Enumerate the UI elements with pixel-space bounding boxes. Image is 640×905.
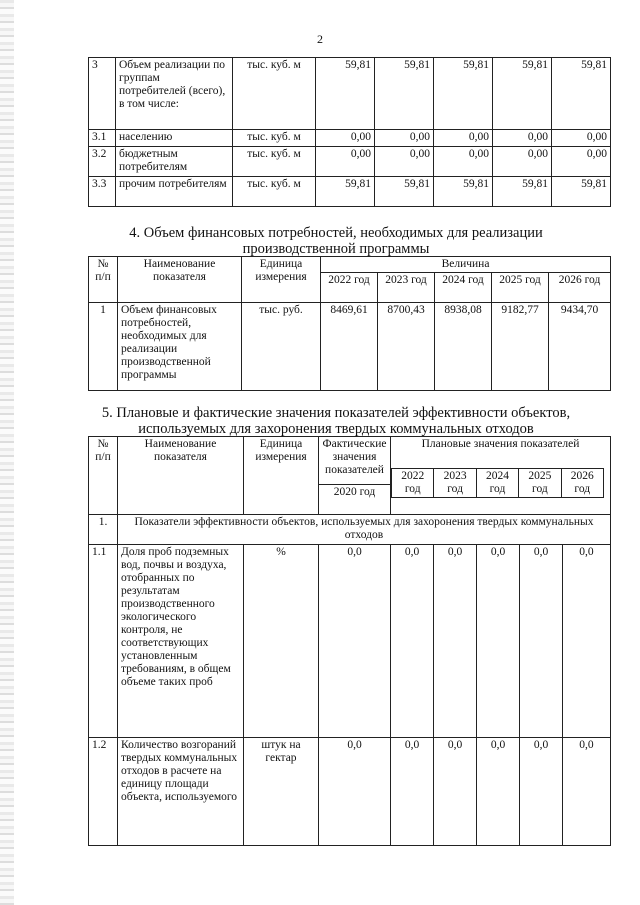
- row-name: Объем реализации по группам потребителей (всего), в том числе:: [116, 58, 233, 130]
- row-num: 3.2: [89, 147, 116, 177]
- section5-title-line1: 5. Плановые и фактические значения показателей эффективности объектов,: [101, 405, 571, 421]
- row-value: 59,81: [493, 177, 552, 207]
- header-year: 2022 год: [321, 273, 378, 303]
- header-planned: Плановые значения показателей: [421, 438, 580, 450]
- header-year: 2023 год: [378, 273, 435, 303]
- table-row: [89, 147, 611, 177]
- row-num: 1.1: [89, 545, 118, 738]
- row-unit: тыс. куб. м: [233, 58, 316, 130]
- row-num: 1.2: [89, 738, 118, 846]
- row-value: 0,00: [552, 130, 611, 147]
- header-num: № п/п: [89, 437, 118, 515]
- header-planned-block: [391, 437, 611, 515]
- row-value: 59,81: [316, 58, 375, 130]
- row-name: Количество возгораний твердых коммунальных отходов в расчете на единицу площади объекта, используемого: [118, 738, 244, 846]
- row-name: Объем финансовых потребностей, необходимых для реализации производственной программы: [118, 303, 242, 391]
- row-value: 0,0: [391, 738, 434, 846]
- row-value: 0,00: [552, 147, 611, 177]
- row-value: 8938,08: [435, 303, 492, 391]
- row-value: 59,81: [316, 177, 375, 207]
- table-header-row: [89, 257, 611, 273]
- row-value: 0,0: [391, 545, 434, 738]
- row-unit: штук на гектар: [244, 738, 319, 846]
- header-year: 2026 год: [561, 469, 603, 498]
- row-unit: тыс. куб. м: [233, 130, 316, 147]
- header-year: 2026 год: [549, 273, 611, 303]
- row-value: 59,81: [434, 177, 493, 207]
- table-row: [89, 303, 611, 391]
- row-value: 59,81: [375, 177, 434, 207]
- table-financial-needs: [88, 256, 611, 391]
- scan-edge: [0, 0, 14, 905]
- section4-title: [60, 225, 612, 257]
- header-year: 2022 год: [392, 469, 434, 498]
- row-value: 59,81: [493, 58, 552, 130]
- row-value: 0,00: [493, 130, 552, 147]
- header-name: Наименование показателя: [118, 257, 242, 303]
- header-year: 2024 год: [476, 469, 518, 498]
- group-title: Показатели эффективности объектов, используемых для захоронения твердых коммунальных отходов: [118, 515, 611, 545]
- section5-title-line2: используемых для захоронения твердых коммунальных отходов: [138, 421, 534, 437]
- row-actual: 0,0: [319, 545, 391, 738]
- row-unit: тыс. руб.: [242, 303, 321, 391]
- table-row: [89, 58, 611, 130]
- row-value: 0,0: [520, 738, 563, 846]
- row-value: 0,0: [434, 545, 477, 738]
- header-value: Величина: [321, 257, 611, 273]
- table-header-row: [89, 437, 611, 485]
- section4-title-line1: 4. Объем финансовых потребностей, необходимых для реализации: [129, 225, 543, 241]
- header-year: 2024 год: [435, 273, 492, 303]
- row-value: 9434,70: [549, 303, 611, 391]
- row-value: 59,81: [552, 58, 611, 130]
- table-row: [89, 545, 611, 738]
- row-value: 0,0: [563, 545, 611, 738]
- header-year: 2023 год: [434, 469, 476, 498]
- table-sales-volume: [88, 57, 611, 207]
- row-value: 59,81: [375, 58, 434, 130]
- header-actual-year: 2020 год: [319, 485, 391, 515]
- row-value: 8469,61: [321, 303, 378, 391]
- row-num: 3.3: [89, 177, 116, 207]
- row-value: 0,0: [563, 738, 611, 846]
- row-actual: 0,0: [319, 738, 391, 846]
- row-num: 3: [89, 58, 116, 130]
- row-value: 0,00: [375, 147, 434, 177]
- row-value: 0,0: [520, 545, 563, 738]
- page-number: 2: [317, 32, 323, 46]
- row-name: населению: [116, 130, 233, 147]
- row-value: 0,00: [434, 147, 493, 177]
- row-name: бюджетным потребителям: [116, 147, 233, 177]
- header-num: № п/п: [89, 257, 118, 303]
- row-value: 8700,43: [378, 303, 435, 391]
- row-value: 0,00: [434, 130, 493, 147]
- group-num: 1.: [89, 515, 118, 545]
- section5-title: [60, 405, 612, 437]
- row-unit: тыс. куб. м: [233, 177, 316, 207]
- row-value: 59,81: [434, 58, 493, 130]
- table-row: [89, 738, 611, 846]
- table-row: [89, 130, 611, 147]
- header-year: 2025 год: [492, 273, 549, 303]
- row-unit: тыс. куб. м: [233, 147, 316, 177]
- row-value: 0,0: [477, 545, 520, 738]
- row-unit: %: [244, 545, 319, 738]
- row-value: 0,0: [434, 738, 477, 846]
- row-value: 0,0: [477, 738, 520, 846]
- row-name: прочим потребителям: [116, 177, 233, 207]
- row-value: 9182,77: [492, 303, 549, 391]
- table-row: [89, 177, 611, 207]
- header-year: 2025 год: [519, 469, 561, 498]
- header-unit: Единица измерения: [244, 437, 319, 515]
- row-num: 3.1: [89, 130, 116, 147]
- row-value: 0,00: [316, 147, 375, 177]
- row-value: 0,00: [316, 130, 375, 147]
- row-value: 0,00: [375, 130, 434, 147]
- row-num: 1: [89, 303, 118, 391]
- header-name: Наименование показателя: [118, 437, 244, 515]
- row-value: 0,00: [493, 147, 552, 177]
- header-unit: Единица измерения: [242, 257, 321, 303]
- header-actual: Фактические значения показателей: [319, 437, 391, 485]
- row-value: 59,81: [552, 177, 611, 207]
- section4-title-line2: производственной программы: [242, 241, 430, 257]
- row-name: Доля проб подземных вод, почвы и воздуха, отобранных по результатам производственного экологического контроля, не соответствующих установленным требованиям, в общем объеме таких проб: [118, 545, 244, 738]
- planned-years-grid: [391, 468, 604, 498]
- table-efficiency-indicators: [88, 436, 611, 846]
- table-group-row: [89, 515, 611, 545]
